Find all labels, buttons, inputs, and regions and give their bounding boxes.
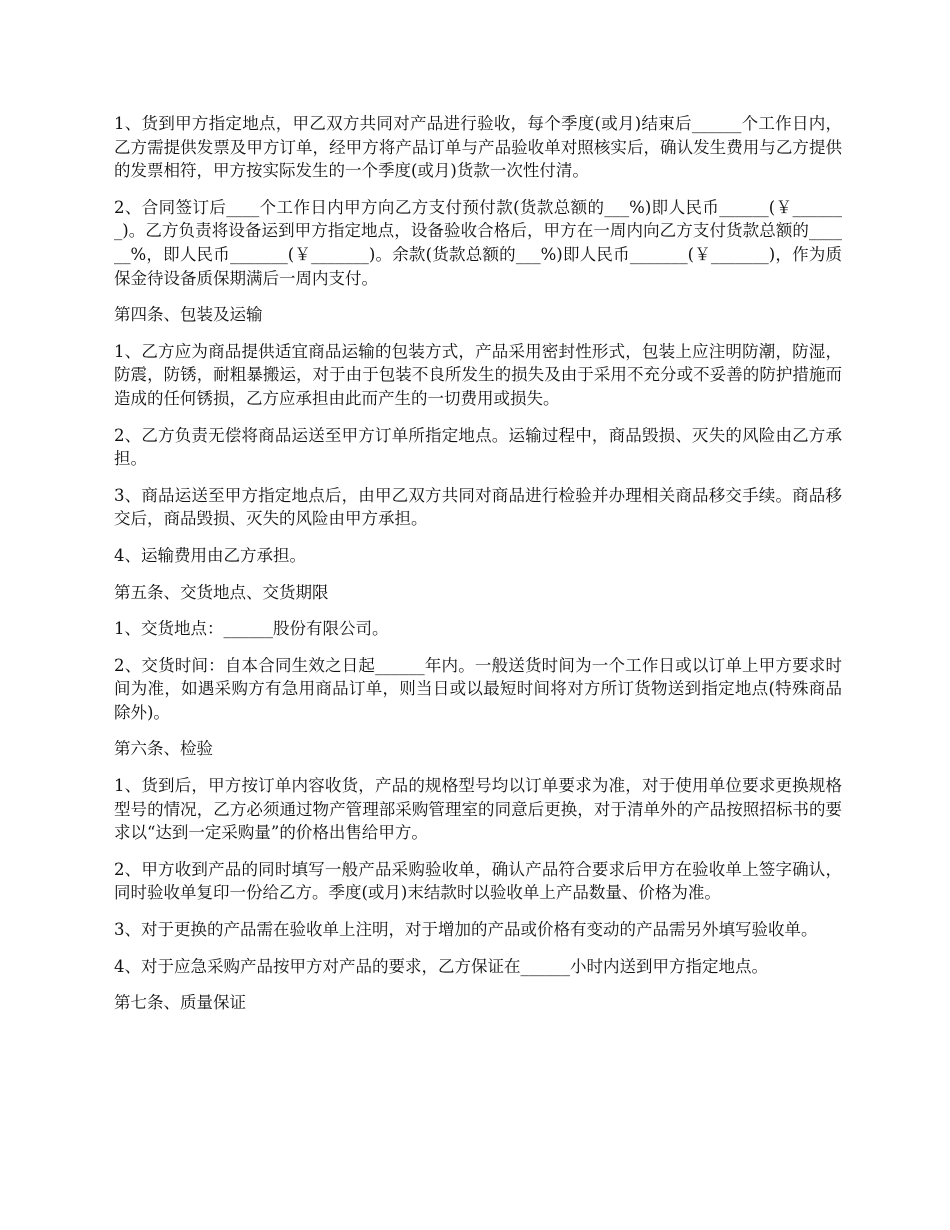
article-4-heading: 第四条、包装及运输	[114, 305, 263, 325]
article-5-item-1: 1、交货地点：______股份有限公司。	[114, 619, 389, 639]
article-4-item-3: 3、商品运送至甲方指定地点后，由甲乙双方共同对商品进行检验并办理相关商品移交手续。商品移交后，商品毁损、灭失的风险由甲方承担。	[114, 485, 842, 529]
article-6-item-2: 2、甲方收到产品的同时填写一般产品采购验收单，确认产品符合要求后甲方在验收单上签字确认，同时验收单复印一份给乙方。季度(或月)末结款时以验收单上产品数量、价格为准。	[114, 859, 842, 903]
article-7-heading: 第七条、质量保证	[114, 993, 246, 1013]
article-5-item-2: 2、交货时间：自本合同生效之日起______年内。一般送货时间为一个工作日或以订单上甲方要求时间为准，如遇采购方有急用商品订单，则当日或以最短时间将对方所订货物送到指定地点(特殊商品除外)。	[114, 655, 842, 722]
clause-3-item-1: 1、货到甲方指定地点，甲乙双方共同对产品进行验收，每个季度(或月)结束后______个工作日内，乙方需提供发票及甲方订单，经甲方将产品订单与产品验收单对照核实后，确认发生费用与乙方提供的发票相符，甲方按实际发生的一个季度(或月)货款一次性付清。	[114, 114, 842, 181]
article-4-item-1: 1、乙方应为商品提供适宜商品运输的包装方式，产品采用密封性形式，包装上应注明防潮，防湿，防震，防锈，耐粗暴搬运，对于由于包装不良所发生的损失及由于采用不充分或不妥善的防护措施而造成的任何锈损，乙方应承担由此而产生的一切费用或损失。	[114, 341, 842, 408]
clause-3-item-2: 2、合同签订后____个工作日内甲方向乙方支付预付款(货款总额的___%)即人民币______(￥_______)。乙方负责将设备运到甲方指定地点，设备验收合格后，甲方在一周内向乙方支付货款总额的______%，即人民币_______(￥_______)。余款(货款总额的___%)即人民币_______(￥_______)，作为质保金待设备质保期满后一周内支付。	[114, 197, 842, 288]
article-6-heading: 第六条、检验	[114, 739, 213, 759]
article-4-item-2: 2、乙方负责无偿将商品运送至甲方订单所指定地点。运输过程中，商品毁损、灭失的风险由乙方承担。	[114, 425, 842, 469]
article-6-item-3: 3、对于更换的产品需在验收单上注明，对于增加的产品或价格有变动的产品需另外填写验收单。	[114, 920, 818, 940]
article-4-item-4: 4、运输费用由乙方承担。	[114, 545, 306, 565]
article-5-heading: 第五条、交货地点、交货期限	[114, 582, 329, 602]
document-page	[114, 112, 842, 1028]
article-6-item-4: 4、对于应急采购产品按甲方对产品的要求，乙方保证在______小时内送到甲方指定地点。	[114, 956, 768, 976]
article-6-item-1: 1、货到后，甲方按订单内容收货，产品的规格型号均以订单要求为准，对于使用单位要求更换规格型号的情况，乙方必须通过物产管理部采购管理室的同意后更换，对于清单外的产品按照招标书的要求以“达到一定采购量”的价格出售给甲方。	[114, 776, 842, 843]
